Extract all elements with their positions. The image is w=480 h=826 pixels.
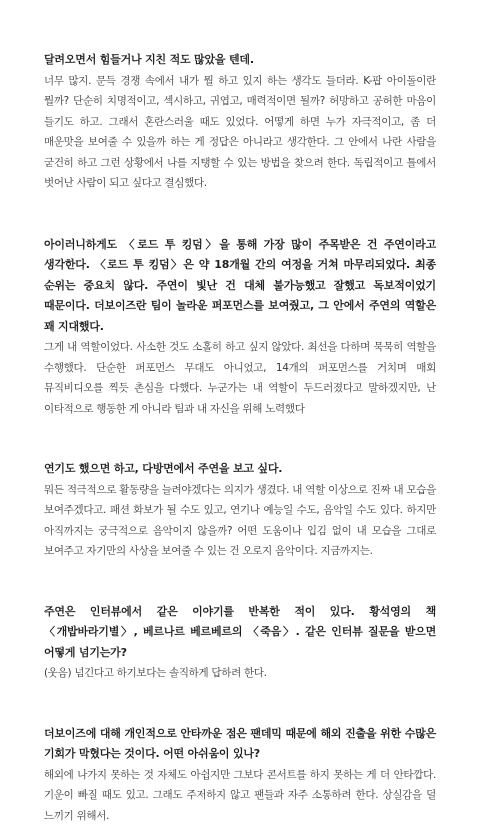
interview-question: 연기도 했으면 하고, 다방면에서 주연을 보고 싶다. — [44, 459, 436, 480]
section-spacer — [44, 562, 436, 602]
interview-section-5 — [44, 724, 436, 826]
interview-answer: 그게 내 역할이었다. 사소한 것도 소홀히 하고 싶지 않았다. 최선을 다하며 묵묵히 역할을 수행했다. 단순한 퍼포먼스 무대도 아니었고, 14개의 퍼포먼스를 거치며 매회 뮤직비디오를 찍듯 촌심을 다했다. 누군가는 내 역할이 두드러졌다고 말하겠지만, 난 이타적으로 행동한 게 아니라 팀과 내 자신을 위해 노력했다 — [44, 337, 436, 419]
interview-question: 아이러니하게도 〈로드 투 킹덤〉을 통해 가장 많이 주목받은 건 주연이라고 생각한다. 〈로드 투 킹덤〉은 약 18개월 간의 여정을 거쳐 마무리되었다. 최종 순위는 중요치 않다. 주연이 빛난 건 대체 불가능했고 잘했고 독보적이었기 때문이다. 더보이즈란 팀이 놀라운 퍼포먼스를 보여줬고, 그 안에서 주연의 역할은 꽤 지대했다. — [44, 235, 436, 338]
interview-section-2 — [44, 235, 436, 420]
interview-section-1 — [44, 50, 436, 194]
interview-section-3 — [44, 459, 436, 562]
interview-question: 더보이즈에 대해 개인적으로 안타까운 점은 팬데믹 때문에 해외 진출을 위한 수많은 기회가 막혔다는 것이다. 어떤 아쉬움이 있나? — [44, 724, 436, 765]
section-spacer — [44, 684, 436, 724]
interview-section-4 — [44, 602, 436, 684]
section-spacer — [44, 419, 436, 459]
interview-question: 주연은 인터뷰에서 같은 이야기를 반복한 적이 있다. 황석영의 책 〈개밥바라기별〉, 베르나르 베르베르의 〈죽음〉. 같은 인터뷰 질문을 받으면 어떻게 넘기는가? — [44, 602, 436, 664]
interview-answer: 뭐든 적극적으로 활동량을 늘려야겠다는 의지가 생겼다. 내 역할 이상으로 진짜 내 모습을 보여주겠다고. 패션 화보가 될 수도 있고, 연기나 예능일 수도, 음악일 수도 있다. 하지만 아직까지는 궁극적으로 음악이지 않을까? 어떤 도움이나 입김 없이 내 모습을 그대로 보여주고 자기만의 사상을 보여줄 수 있는 건 오로지 음악이다. 지금까지는. — [44, 480, 436, 562]
section-spacer — [44, 194, 436, 235]
interview-question: 달려오면서 힘들거나 지친 적도 많았을 텐데. — [44, 50, 436, 71]
interview-answer: 너무 많지. 문득 경쟁 속에서 내가 뭘 하고 있지 하는 생각도 들더라. K-팝 아이돌이란 뭘까? 단순히 치명적이고, 섹시하고, 귀엽고, 매력적이면 될까? 허망하고 공허한 마음이 들기도 하고. 그래서 혼란스러울 때도 있었다. 어떻게 하면 누가 자극적이고, 좀 더 매운맛을 보여줄 수 있을까 하는 게 정답은 아니라고 생각한다. 그 안에서 나란 사람을 굳건히 하고 그런 상황에서 나를 지탱할 수 있는 방법을 찾으려 한다. 독립적이고 틀에서 벗어난 사람이 되고 싶다고 결심했다. — [44, 71, 436, 194]
interview-answer: 해외에 나가지 못하는 것 자체도 아쉽지만 그보다 콘서트를 하지 못하는 게 더 안타깝다. 기운이 빠질 때도 있고. 그래도 주저하지 않고 팬들과 자주 소통하려 한다. 상실감을 덜 느끼기 위해서. — [44, 765, 436, 826]
interview-answer: (웃음) 넘긴다고 하기보다는 솔직하게 답하려 한다. — [44, 663, 436, 684]
